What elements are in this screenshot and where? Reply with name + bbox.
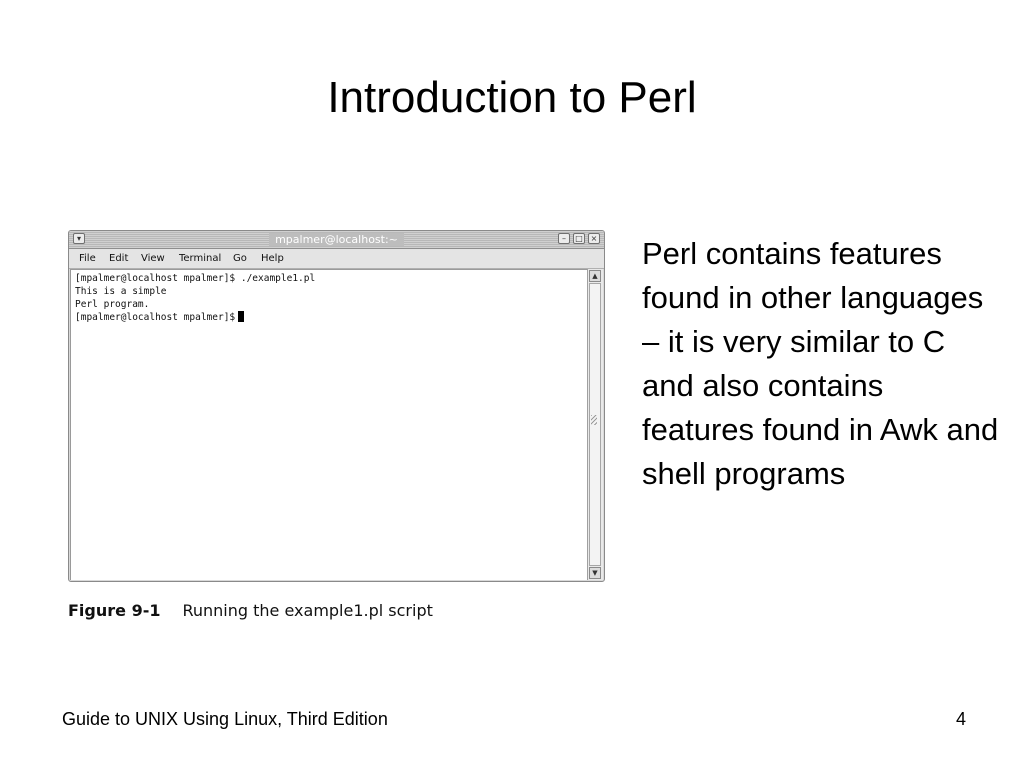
footer-book-title: Guide to UNIX Using Linux, Third Edition bbox=[62, 709, 388, 729]
terminal-scrollbar[interactable] bbox=[587, 269, 603, 580]
close-icon[interactable]: × bbox=[588, 233, 600, 244]
figure-label: Figure 9-1 bbox=[68, 601, 161, 620]
terminal-line: This is a simple bbox=[75, 286, 167, 297]
figure-caption-text: Running the example1.pl script bbox=[182, 601, 433, 620]
menu-file[interactable]: File bbox=[79, 253, 96, 264]
window-menu-chevron-down-icon[interactable]: ▾ bbox=[73, 233, 85, 244]
figure-caption bbox=[68, 600, 433, 622]
terminal-line: Perl program. bbox=[75, 299, 150, 310]
menu-terminal[interactable]: Terminal bbox=[179, 253, 222, 264]
terminal-cursor bbox=[238, 311, 244, 322]
maximize-icon[interactable]: □ bbox=[573, 233, 585, 244]
terminal-output[interactable] bbox=[70, 269, 587, 580]
scroll-up-icon[interactable]: ▲ bbox=[589, 270, 601, 282]
scrollbar-grip-icon bbox=[591, 415, 597, 425]
terminal-title-bar[interactable] bbox=[69, 231, 604, 249]
minimize-icon[interactable]: – bbox=[558, 233, 570, 244]
terminal-menu-bar bbox=[69, 249, 604, 269]
menu-edit[interactable]: Edit bbox=[109, 253, 129, 264]
terminal-window-title: mpalmer@localhost:~ bbox=[269, 233, 404, 246]
terminal-line: [mpalmer@localhost mpalmer]$ ./example1.pl bbox=[75, 273, 316, 284]
slide-title: Introduction to Perl bbox=[327, 73, 697, 122]
page-number: 4 bbox=[955, 709, 966, 729]
menu-view[interactable]: View bbox=[141, 253, 165, 264]
slide-body-text: Perl contains features found in other languages – it is very similar to C and also contains features found in Awk and shell programs bbox=[642, 236, 999, 491]
terminal-prompt: [mpalmer@localhost mpalmer]$ bbox=[75, 312, 236, 323]
menu-help[interactable]: Help bbox=[261, 253, 284, 264]
scroll-down-icon[interactable]: ▼ bbox=[589, 567, 601, 579]
terminal-window bbox=[68, 230, 605, 582]
menu-go[interactable]: Go bbox=[233, 253, 247, 264]
terminal-prompt-line bbox=[75, 311, 244, 324]
